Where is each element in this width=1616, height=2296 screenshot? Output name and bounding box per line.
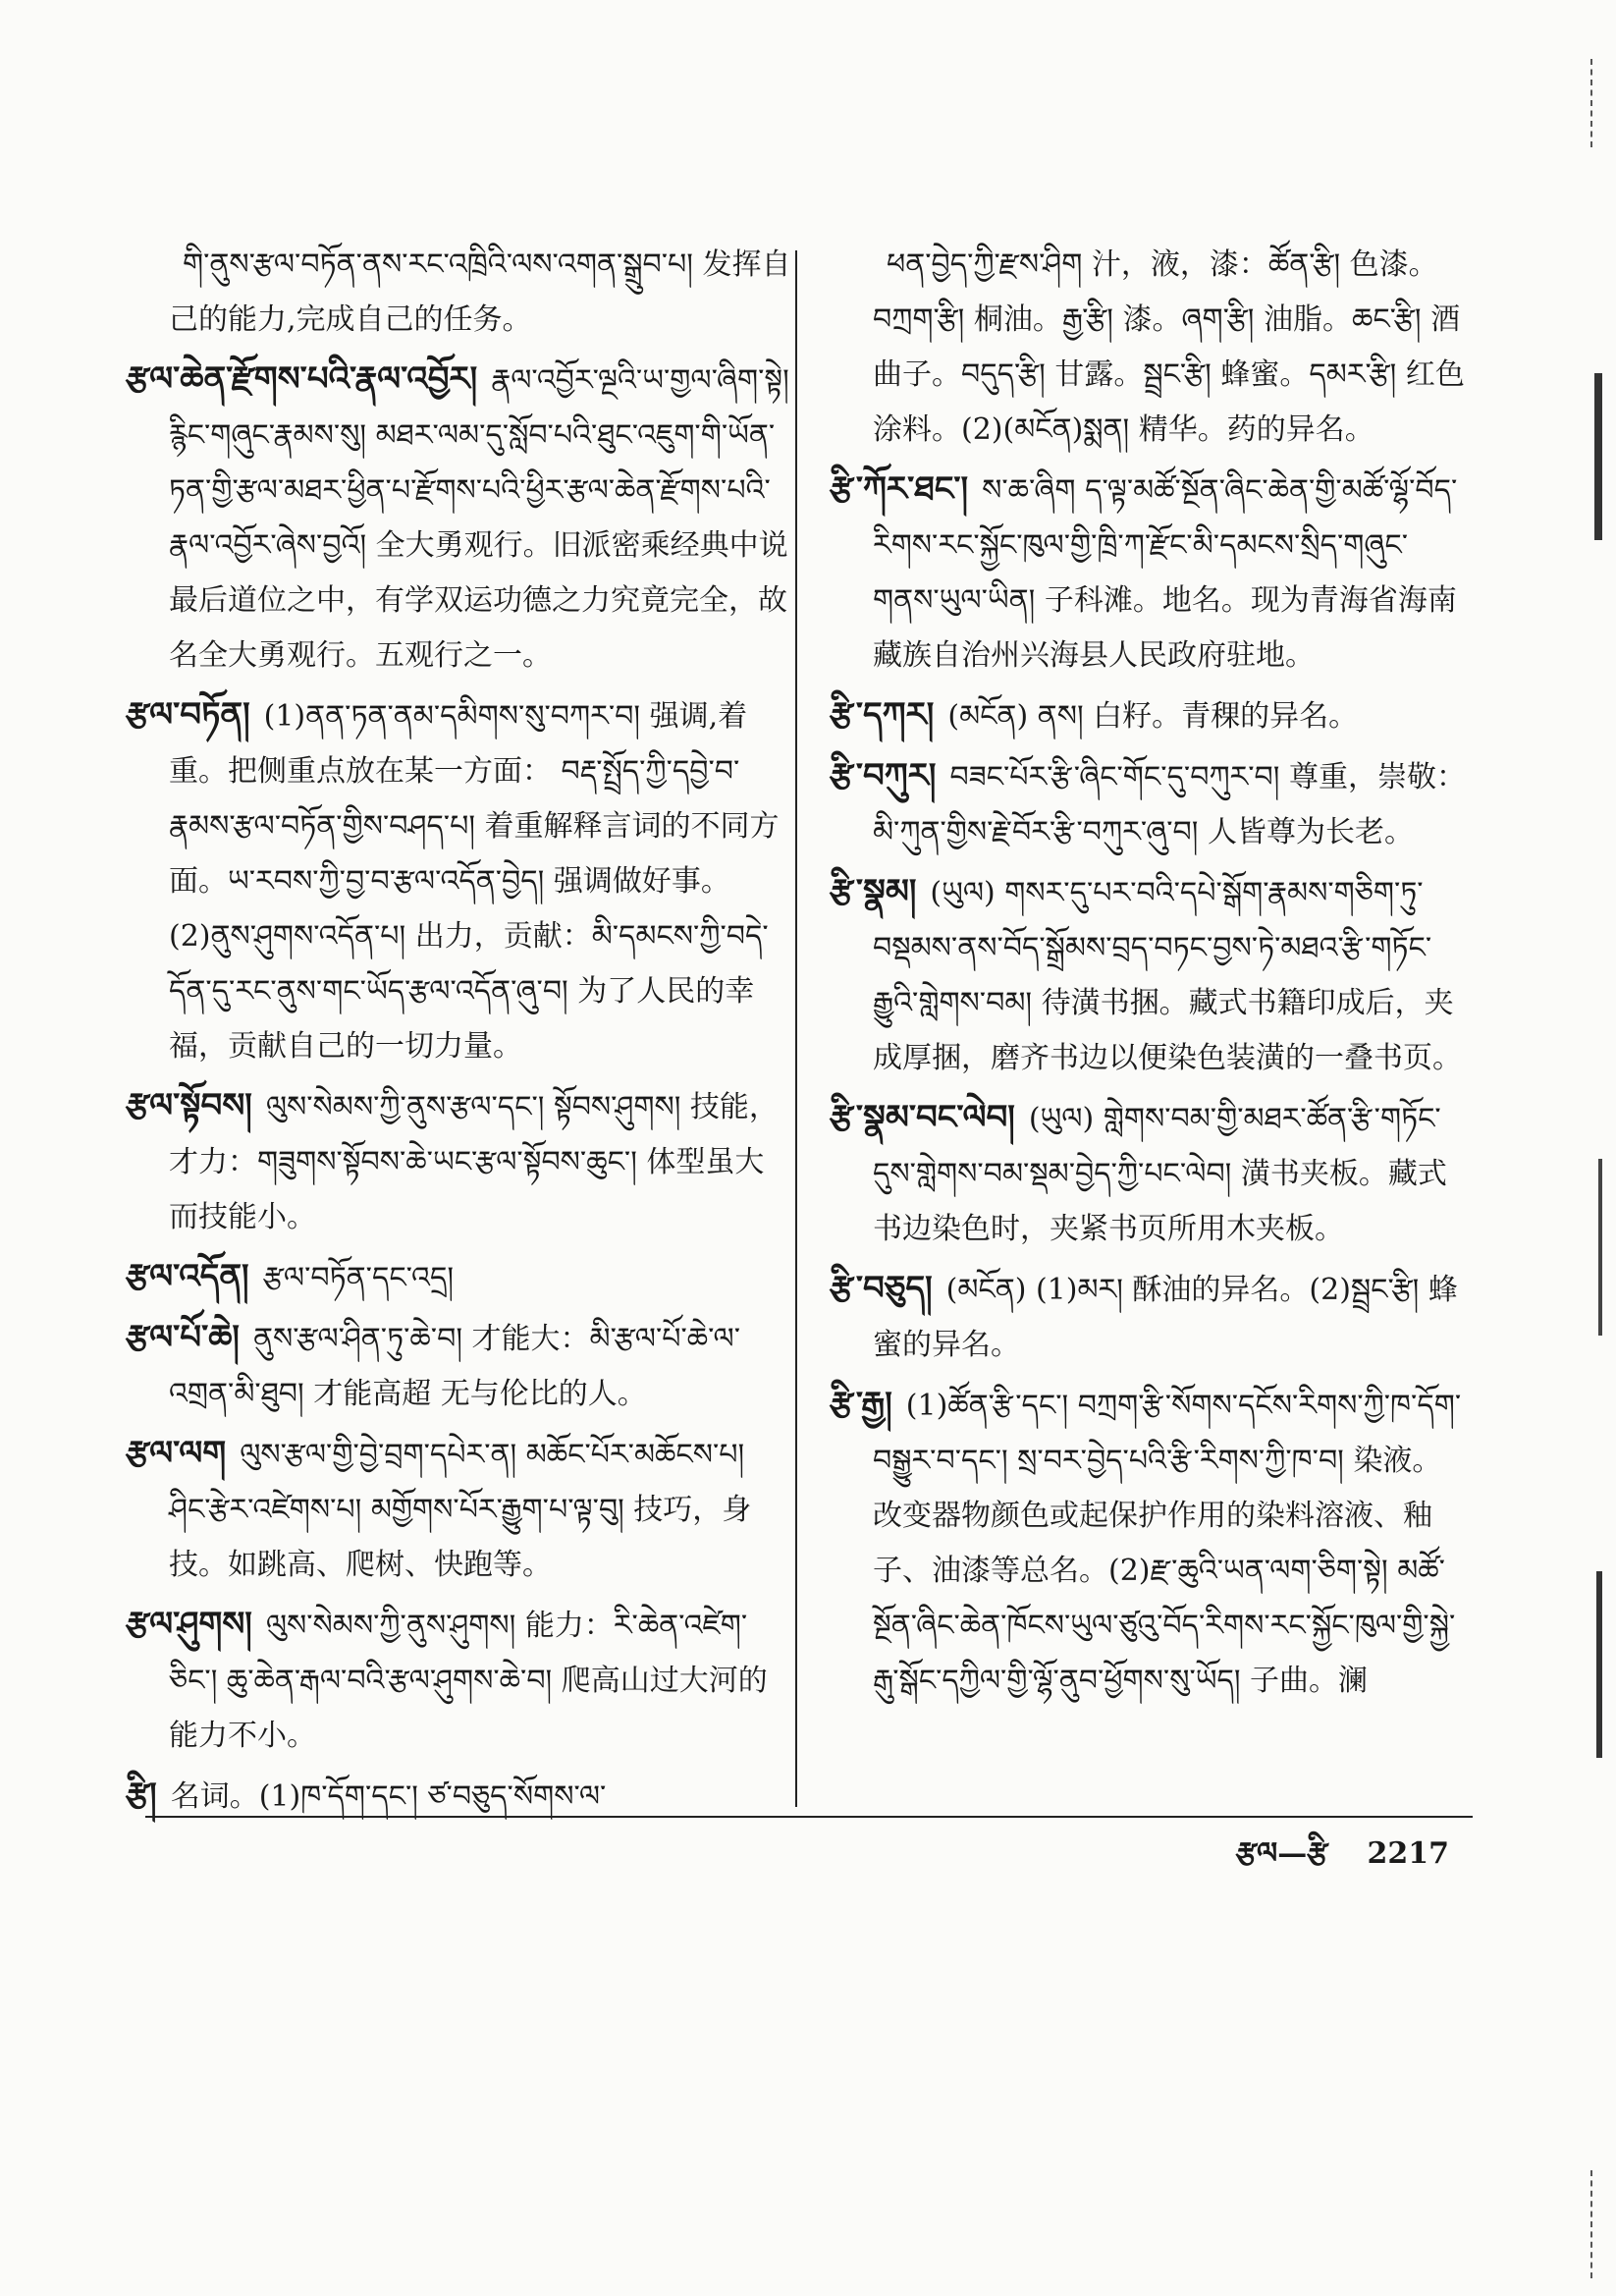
entry-text: རྣལ་འབྱོར་ལྔའི་ཡ་གྱལ་ཞིག་སྟེ། རྙིང་གཞུང་རྣམས་སུ། མཐར་ལམ་དུ་སློབ་པའི་ཐུང་འཇུག་གི་ཡོན་ཏན་གྱི་རྩལ་མཐར་ཕྱིན་པ་རྫོགས་པའི་ཕྱིར་རྩལ་ཆེན་རྫོགས་པའི་རྣལ་འབྱོར་ཞེས་བྱའོ། 全大勇观行。旧派密乘经典中说最后道位之中，有学双运功德之力究竟完全，故名全大勇观行。五观行之一。 <box>169 363 789 673</box>
entry-headword: རྩི་བཅུད། <box>830 1269 933 1308</box>
dictionary-entry <box>126 1249 793 1306</box>
entry-text: (མངོན) (1)མར། 酥油的异名。(2)སྦྲང་རྩི། 蜂蜜的异名。 <box>873 1273 1458 1362</box>
entry-text: ལུས་སེམས་ཀྱི་ནུས་ཤུགས། 能力：རི་ཆེན་འཛེག་ཅིང་། ཆུ་ཆེན་རྒལ་བའི་རྩལ་ཤུགས་ཆེ་བ། 爬高山过大河的能力不小。 <box>169 1609 768 1753</box>
dictionary-entry <box>126 1078 793 1245</box>
page-number: 2217 <box>1367 1836 1449 1871</box>
entry-headword: རྩི་སྣམ། <box>830 872 917 911</box>
right-column <box>830 236 1468 1713</box>
scan-edge-mark <box>1590 59 1602 147</box>
scan-edge-mark <box>1598 1159 1602 1336</box>
entry-text: (མངོན) ནས། 白籽。青稞的异名。 <box>947 699 1359 734</box>
dictionary-entry <box>830 1090 1468 1257</box>
dictionary-entry <box>830 1377 1468 1709</box>
entry-headword: རྩི་རྒྱ། <box>830 1385 892 1424</box>
entry-headword: རྩལ་ཆེན་རྫོགས་པའི་རྣལ་འབྱོར། <box>126 359 478 399</box>
entry-text: གི་ནུས་རྩལ་བཏོན་ནས་རང་འཁྲིའི་ལས་འགན་སྒྲུབ་པ། 发挥自己的能力,完成自己的任务。 <box>169 247 791 337</box>
dictionary-entry <box>126 1597 793 1764</box>
scan-edge-mark <box>1590 2170 1602 2278</box>
dictionary-entry <box>830 1261 1468 1373</box>
entry-headword: རྩལ་འདོན། <box>126 1257 249 1296</box>
entry-headword: རྩི་བཀུར། <box>830 756 937 795</box>
dictionary-entry <box>830 462 1468 683</box>
entry-text: 名词。(1)ཁ་དོག་དང་། ཙ་བཅུད་སོགས་ལ་ <box>170 1779 607 1814</box>
entry-text: ལུས་སེམས་ཀྱི་ནུས་རྩལ་དང་། སྟོབས་ཤུགས། 技能，才力：གཟུགས་སྟོབས་ཆེ་ཡང་རྩལ་སྟོབས་ཆུང་། 体型虽大而技能小。 <box>169 1090 779 1234</box>
dictionary-entry <box>126 1310 793 1422</box>
footer-rule <box>145 1816 1473 1818</box>
entry-text: ས་ཆ་ཞིག ད་ལྟ་མཚོ་སྔོན་ཞིང་ཆེན་གྱི་མཚོ་ལྷོ་བོད་རིགས་རང་སྐྱོང་ཁུལ་གྱི་ཁྲི་ཀ་རྫོང་མི་དམངས་སྲིད་གཞུང་གནས་ཡུལ་ཡིན། 子科滩。地名。现为青海省海南藏族自治州兴海县人民政府驻地。 <box>873 473 1458 673</box>
dictionary-entry <box>126 352 793 683</box>
entry-text: རྩལ་བཏོན་དང་འདྲ། <box>262 1261 454 1295</box>
left-column <box>126 236 793 1829</box>
page-footer <box>1236 1834 1449 1874</box>
dictionary-entry <box>830 236 1468 458</box>
entry-headword: རྩལ་བཏོན། <box>126 695 250 735</box>
entry-text: (1)ཚོན་རྩི་དང་། བཀྲག་རྩི་སོགས་དངོས་རིགས་ཀྱི་ཁ་དོག་བསྒྱུར་བ་དང་། སྲ་བར་བྱེད་པའི་རྩི་རིགས་ཀྱི་ཁ་བ། 染液。改变器物颜色或起保护作用的染料溶液、釉子、油漆等总名。(2)རྫ་ཆུའི་ཡན་ལག་ཅིག་སྟེ། མཚོ་སྔོན་ཞིང་ཆེན་ཁོངས་ཡུལ་ཙུའུ་བོད་རིགས་རང་སྐྱོང་ཁུལ་གྱི་སྐྱེ་རྒུ་སྒོང་དཀྱིལ་གྱི་ལྷོ་ནུབ་ཕྱོགས་སུ་ཡོད། 子曲。澜 <box>873 1389 1462 1698</box>
entry-headword: རྩལ་ལག <box>126 1434 227 1473</box>
entry-headword: རྩལ་པོ་ཆེ། <box>126 1318 240 1357</box>
entry-headword: རྩི་སྣམ་བང་ལེབ། <box>830 1098 1015 1137</box>
entry-text: ཕན་བྱེད་ཀྱི་རྫས་ཤིག 汁，液，漆：ཚོན་རྩི། 色漆。བཀྲག་རྩི། 桐油。རྒྱ་རྩི། 漆。ཞག་རྩི། 油脂。ཆང་རྩི། 酒曲子。བདུད་རྩི། 甘露。སྦྲང་རྩི། 蜂蜜。དམར་རྩི། 红色涂料。(2)(མངོན)སྨན། 精华。药的异名。 <box>873 247 1465 447</box>
entry-text: བཟང་པོར་རྩི་ཞིང་གོང་དུ་བཀུར་བ། 尊重，崇敬：མི་ཀུན་གྱིས་རྗེ་བོར་རྩི་བཀུར་ཞུ་བ། 人皆尊为长老。 <box>873 760 1466 849</box>
entry-range: རྩལ—རྩི <box>1235 1836 1328 1871</box>
entry-headword: རྩི་ཀོར་ཐང་། <box>830 469 969 509</box>
scan-edge-mark <box>1594 373 1602 540</box>
dictionary-entry <box>126 1426 793 1593</box>
scan-edge-mark <box>1596 1571 1602 1758</box>
dictionary-entry <box>126 687 793 1074</box>
entry-text: (ཡུལ) གླེགས་བམ་གྱི་མཐར་ཚོན་རྩི་གཏོང་དུས་གླེགས་བམ་སྡམ་བྱེད་ཀྱི་པང་ལེབ། 潢书夹板。藏式书边染色时，夹紧书页所用木夹板。 <box>873 1102 1447 1246</box>
dictionary-entry <box>830 687 1468 744</box>
entry-text: (1)ནན་ཏན་ནམ་དམིགས་སུ་བཀར་བ། 强调,着重。把侧重点放在某一方面： བརྡ་སྤྲོད་ཀྱི་དབྱེ་བ་རྣམས་རྩལ་བཏོན་གྱིས་བཤད་པ། 着重解释言词的不同方面。ཡ་རབས་ཀྱི་བྱ་བ་རྩལ་འདོན་བྱེད། 强调做好事。(2)ནུས་ཤུགས་འདོན་པ། 出力，贡献：མི་དམངས་ཀྱི་བདེ་དོན་དུ་རང་ནུས་གང་ཡོད་རྩལ་འདོན་ཞུ་བ། 为了人民的幸福，贡献自己的一切力量。 <box>169 699 780 1064</box>
dictionary-entry <box>830 864 1468 1086</box>
entry-headword: རྩི། <box>126 1776 157 1815</box>
entry-text: ལུས་རྩལ་གྱི་བྱེ་བྲག་དཔེར་ན། མཆོང་པོར་མཆོངས་པ། ཤིང་རྩེར་འཛེགས་པ། མགྱོགས་པོར་རྒྱུག་པ་ལྟ་བུ། 技巧，身技。如跳高、爬树、快跑等。 <box>169 1438 752 1582</box>
entry-text: ནུས་རྩལ་ཤིན་ཏུ་ཆེ་བ། 才能大：མི་རྩལ་པོ་ཆེ་ལ་འགྲན་མི་ཐུབ། 才能高超 无与伦比的人。 <box>169 1322 741 1411</box>
dictionary-entry <box>126 236 793 348</box>
column-divider <box>795 250 797 1807</box>
entry-headword: རྩལ་སྟོབས། <box>126 1086 252 1125</box>
entry-text: (ཡུལ) གསར་དུ་པར་བའི་དཔེ་སྒོག་རྣམས་གཅིག་ཏུ་བསྡམས་ནས་བོད་སྒྲོམས་བྲད་བཏང་བྱས་ཏེ་མཐའ་རྩི་གཏོང་རྒྱུའི་གླེགས་བམ། 待潢书捆。藏式书籍印成后，夹成厚捆，磨齐书边以便染色装潢的一叠书页。 <box>873 876 1462 1075</box>
entry-headword: རྩལ་ཤུགས། <box>126 1605 252 1644</box>
dictionary-entry <box>830 748 1468 860</box>
entry-headword: རྩི་དཀར། <box>830 695 935 735</box>
